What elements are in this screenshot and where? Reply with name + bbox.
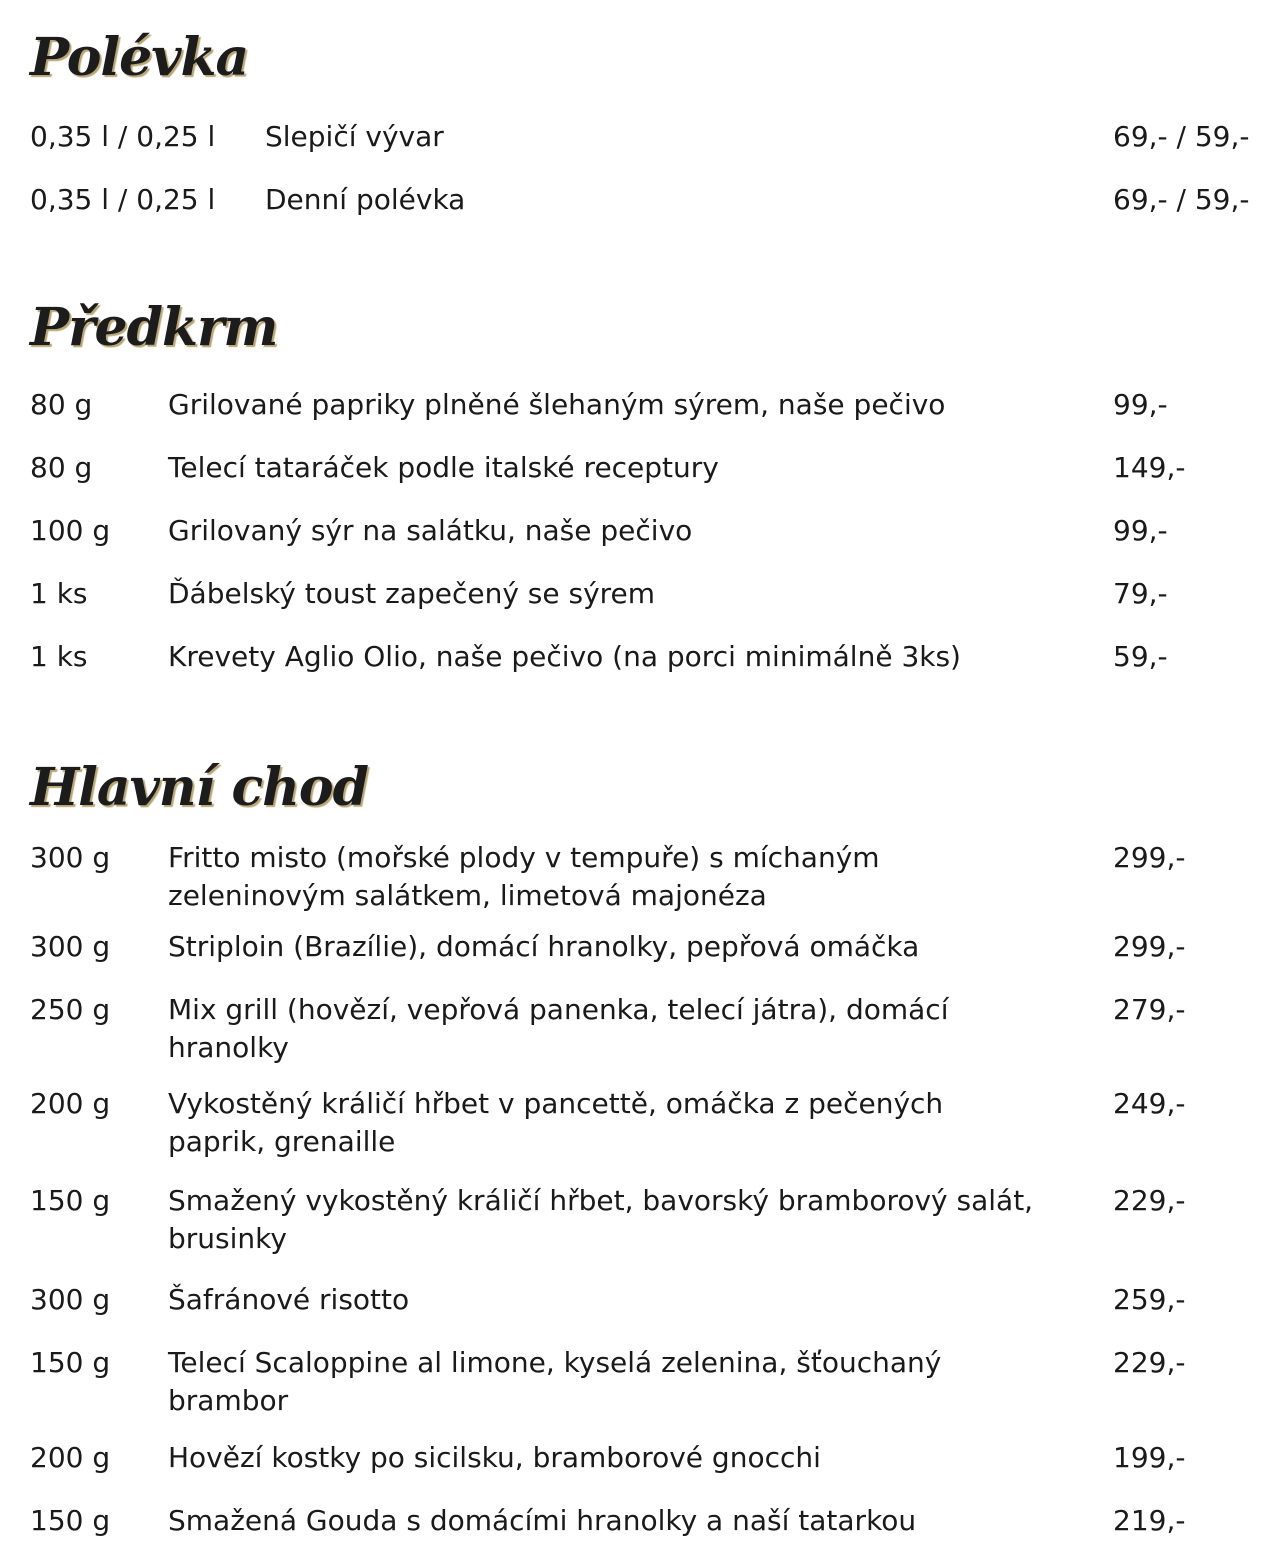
item-quantity: 0,35 l / 0,25 l [30,120,216,153]
item-name: Grilovaný sýr na salátku, naše pečivo [168,514,693,547]
item-quantity: 250 g [30,993,111,1026]
item-price: 199,- [1113,1441,1186,1474]
section-title-main: Hlavní chod [30,757,368,818]
item-price: 79,- [1113,577,1168,610]
item-quantity: 1 ks [30,640,88,673]
item-name [168,1439,1088,1477]
item-price: 99,- [1113,514,1168,547]
item-quantity: 150 g [30,1346,111,1379]
item-quantity: 0,35 l / 0,25 l [30,183,216,216]
item-quantity: 200 g [30,1441,111,1474]
item-name-line: hranolky [168,1031,289,1064]
item-quantity: 80 g [30,451,93,484]
item-name-line: Mix grill (hovězí, vepřová panenka, telecí játra), domácí [168,993,949,1026]
item-name-line: brusinky [168,1222,287,1255]
item-price: 59,- [1113,640,1168,673]
item-quantity: 300 g [30,1283,111,1316]
item-quantity: 300 g [30,930,111,963]
item-name-line: Smažený vykostěný králičí hřbet, bavorský bramborový salát, [168,1184,1034,1217]
item-name: Telecí tataráček podle italské receptury [168,451,719,484]
item-name [168,1344,1088,1420]
item-name [168,1281,1088,1319]
item-name [168,991,1088,1067]
item-name [168,1085,1088,1161]
item-price: 219,- [1113,1504,1186,1537]
item-name [168,839,1088,915]
item-name: Ďábelský toust zapečený se sýrem [168,577,656,610]
item-name [168,1182,1088,1258]
item-name: Denní polévka [265,183,466,216]
item-quantity: 150 g [30,1184,111,1217]
item-quantity: 80 g [30,388,93,421]
item-name-line: Fritto misto (mořské plody v tempuře) s míchaným [168,841,880,874]
item-price: 259,- [1113,1283,1186,1316]
item-name-line: Telecí Scaloppine al limone, kyselá zelenina, šťouchaný [168,1346,942,1379]
item-name [168,928,1088,966]
item-name-line: brambor [168,1384,289,1417]
item-name-line: Smažená Gouda s domácími hranolky a naší tatarkou [168,1504,917,1537]
item-name-line: Vykostěný králičí hřbet v pancettě, omáčka z pečených [168,1087,944,1120]
item-name-line: Hovězí kostky po sicilsku, bramborové gnocchi [168,1441,821,1474]
item-name-line: paprik, grenaille [168,1125,396,1158]
item-price: 299,- [1113,841,1186,874]
item-name: Grilované papriky plněné šlehaným sýrem, naše pečivo [168,388,946,421]
item-name: Krevety Aglio Olio, naše pečivo (na porci minimálně 3ks) [168,640,961,673]
item-quantity: 300 g [30,841,111,874]
item-name-line: Šafránové risotto [168,1283,410,1316]
item-price: 69,- / 59,- [1113,183,1250,216]
section-title-starter: Předkrm [30,297,278,358]
item-price: 229,- [1113,1346,1186,1379]
item-quantity: 200 g [30,1087,111,1120]
item-name: Slepičí vývar [265,120,444,153]
item-price: 249,- [1113,1087,1186,1120]
item-quantity: 1 ks [30,577,88,610]
item-quantity: 150 g [30,1504,111,1537]
item-name-line: zeleninovým salátkem, limetová majonéza [168,879,767,912]
item-price: 69,- / 59,- [1113,120,1250,153]
item-price: 279,- [1113,993,1186,1026]
item-name [168,1502,1088,1540]
section-title-soup: Polévka [30,27,249,88]
item-name-line: Striploin (Brazílie), domácí hranolky, pepřová omáčka [168,930,920,963]
item-price: 149,- [1113,451,1186,484]
item-quantity: 100 g [30,514,111,547]
item-price: 229,- [1113,1184,1186,1217]
item-price: 299,- [1113,930,1186,963]
item-price: 99,- [1113,388,1168,421]
